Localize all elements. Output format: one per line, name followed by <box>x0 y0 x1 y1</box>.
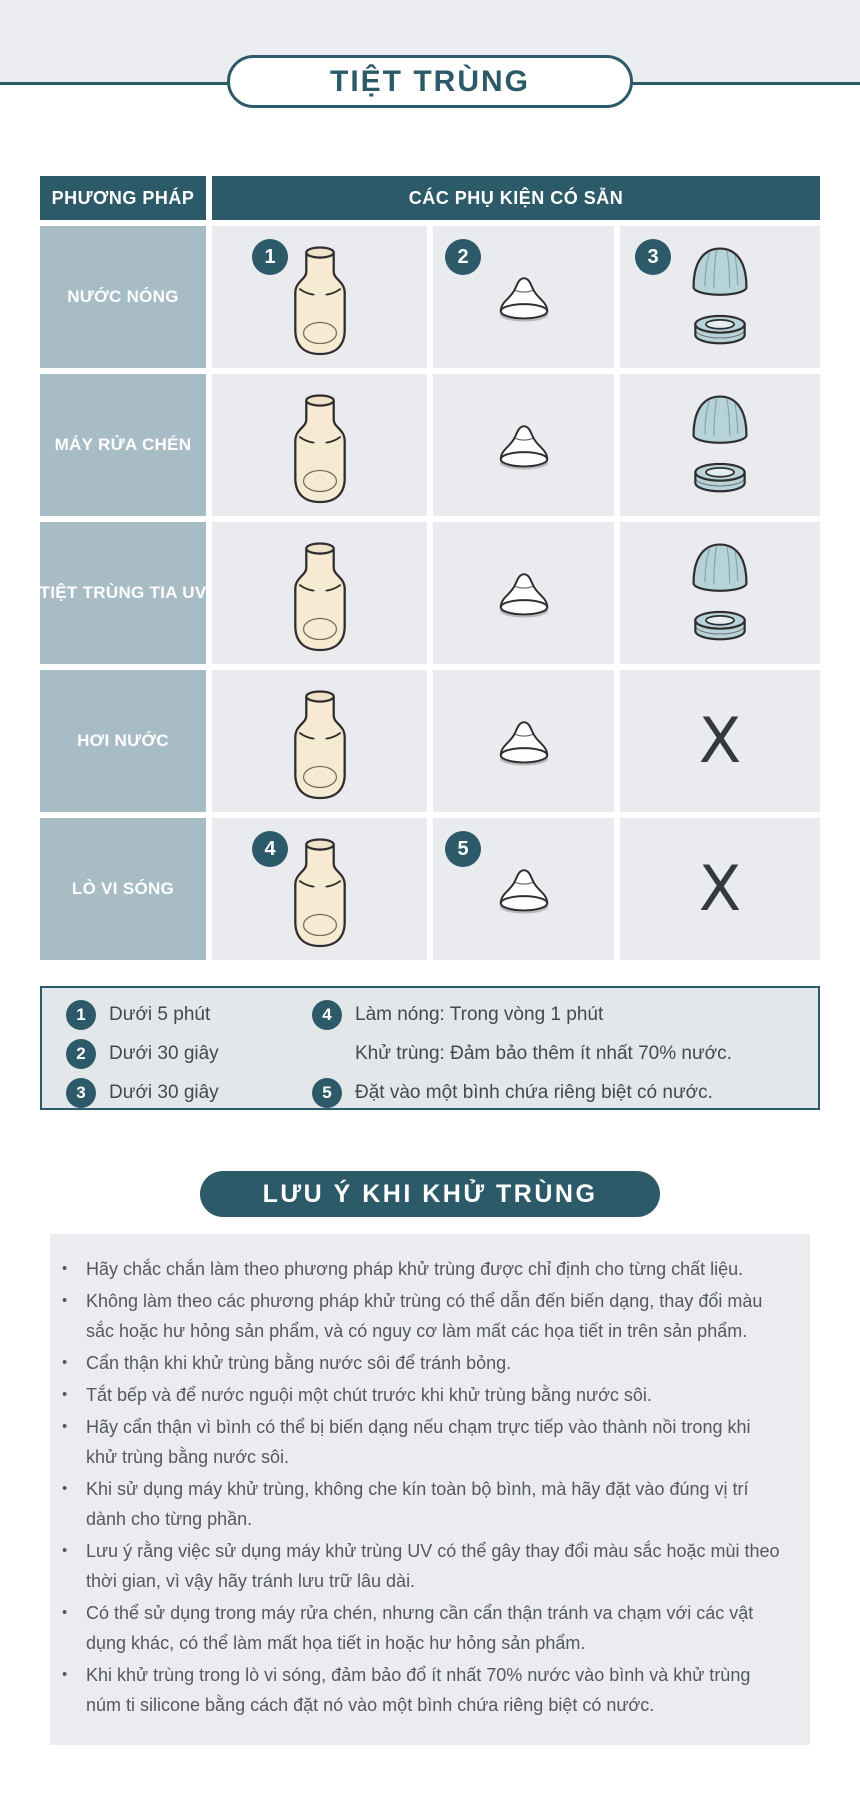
legend-text: Dưới 30 giây <box>109 1082 219 1103</box>
nipple-icon <box>491 568 557 618</box>
bottle-icon <box>288 835 352 951</box>
table-cell-cap <box>620 226 820 368</box>
table-row-hot-water <box>40 226 820 368</box>
table-cell-bottle <box>212 818 427 960</box>
note-item: • Không làm theo các phương pháp khử trùng có thể dẫn đến biến dạng, thay đổi màu sắc hoặc hư hỏng sản phẩm, và có nguy cơ làm mất các họa tiết in trên sản phẩm. <box>50 1286 784 1346</box>
table-header-row <box>40 176 820 220</box>
legend-item-1 <box>66 1000 210 1030</box>
notes-title: LƯU Ý KHI KHỬ TRÙNG <box>262 1179 598 1208</box>
bottle-icon <box>288 391 352 507</box>
notes-list <box>50 1254 784 1720</box>
table-row-microwave <box>40 818 820 960</box>
badge-3: 3 <box>635 239 671 275</box>
nipple-icon <box>491 716 557 766</box>
legend-text: Đặt vào một bình chứa riêng biệt có nước. <box>355 1082 713 1103</box>
table-row-dishwasher <box>40 374 820 516</box>
method-label: MÁY RỬA CHÉN <box>40 374 206 516</box>
legend-item-4-continued <box>312 1039 732 1069</box>
note-item: • Cẩn thận khi khử trùng bằng nước sôi để tránh bỏng. <box>50 1348 784 1378</box>
badge-2: 2 <box>445 239 481 275</box>
table-cell-bottle <box>212 226 427 368</box>
legend-item-5 <box>312 1078 713 1108</box>
legend-badge-3: 3 <box>66 1078 96 1108</box>
legend-text: Dưới 5 phút <box>109 1004 211 1025</box>
table-cell-not-available <box>620 670 820 812</box>
notes-panel <box>50 1234 810 1745</box>
legend-item-3 <box>66 1078 219 1108</box>
method-label: LÒ VI SÓNG <box>40 818 206 960</box>
note-item: • Lưu ý rằng việc sử dụng máy khử trùng UV có thể gây thay đổi màu sắc hoặc mùi theo thời gian, vì vậy hãy tránh lưu trữ lâu dài. <box>50 1536 784 1596</box>
nipple-icon <box>491 420 557 470</box>
accessories-column-header: CÁC PHỤ KIỆN CÓ SẴN <box>212 176 820 220</box>
table-row-steam <box>40 670 820 812</box>
table-cell-bottle <box>212 374 427 516</box>
method-label: NƯỚC NÓNG <box>40 226 206 368</box>
legend-badge-5: 5 <box>312 1078 342 1108</box>
nipple-icon <box>491 272 557 322</box>
table-cell-bottle <box>212 670 427 812</box>
badge-5: 5 <box>445 831 481 867</box>
legend-text: Dưới 30 giây <box>109 1043 219 1064</box>
cap-icon <box>683 241 757 353</box>
note-item: • Có thể sử dụng trong máy rửa chén, nhưng cần cẩn thận tránh va chạm với các vật dụng khác, có thể làm mất họa tiết in hoặc hư hỏng sản phẩm. <box>50 1598 784 1658</box>
x-mark: X <box>698 852 742 925</box>
table-cell-nipple <box>433 522 614 664</box>
method-column-header: PHƯƠNG PHÁP <box>40 176 206 220</box>
note-item: • Hãy chắc chắn làm theo phương pháp khử trùng được chỉ định cho từng chất liệu. <box>50 1254 784 1284</box>
legend-item-4 <box>312 1000 603 1030</box>
legend-badge-2: 2 <box>66 1039 96 1069</box>
table-row-uv <box>40 522 820 664</box>
bottle-icon <box>288 687 352 803</box>
note-item: • Khi sử dụng máy khử trùng, không che kín toàn bộ bình, mà hãy đặt vào đúng vị trí dành cho từng phần. <box>50 1474 784 1534</box>
table-cell-nipple <box>433 670 614 812</box>
table-cell-not-available <box>620 818 820 960</box>
nipple-icon <box>491 864 557 914</box>
method-label: HƠI NƯỚC <box>40 670 206 812</box>
cap-icon <box>683 389 757 501</box>
legend-badge-1: 1 <box>66 1000 96 1030</box>
badge-1: 1 <box>252 239 288 275</box>
cap-icon <box>683 537 757 649</box>
sterilization-table <box>40 176 820 960</box>
bottle-icon <box>288 243 352 359</box>
method-label: TIỆT TRÙNG TIA UV <box>40 522 206 664</box>
notes-title-pill <box>200 1171 660 1217</box>
table-cell-nipple <box>433 374 614 516</box>
note-item: • Tắt bếp và để nước nguội một chút trước khi khử trùng bằng nước sôi. <box>50 1380 784 1410</box>
legend-text: Khử trùng: Đảm bảo thêm ít nhất 70% nước. <box>355 1043 732 1064</box>
x-mark: X <box>698 704 742 777</box>
page-title: TIỆT TRÙNG <box>330 64 530 98</box>
table-cell-nipple <box>433 818 614 960</box>
table-cell-cap <box>620 522 820 664</box>
badge-4: 4 <box>252 831 288 867</box>
table-cell-cap <box>620 374 820 516</box>
table-cell-bottle <box>212 522 427 664</box>
legend-box <box>40 986 820 1110</box>
page-title-pill <box>227 55 633 108</box>
legend-badge-4: 4 <box>312 1000 342 1030</box>
bottle-icon <box>288 539 352 655</box>
table-cell-nipple <box>433 226 614 368</box>
note-item: • Hãy cẩn thận vì bình có thể bị biến dạng nếu chạm trực tiếp vào thành nồi trong khi khử trùng bằng nước sôi. <box>50 1412 784 1472</box>
legend-text: Làm nóng: Trong vòng 1 phút <box>355 1004 604 1025</box>
note-item: • Khi khử trùng trong lò vi sóng, đảm bảo đổ ít nhất 70% nước vào bình và khử trùng núm ti silicone bằng cách đặt nó vào một bình chứa riêng biệt có nước. <box>50 1660 784 1720</box>
legend-item-2 <box>66 1039 219 1069</box>
